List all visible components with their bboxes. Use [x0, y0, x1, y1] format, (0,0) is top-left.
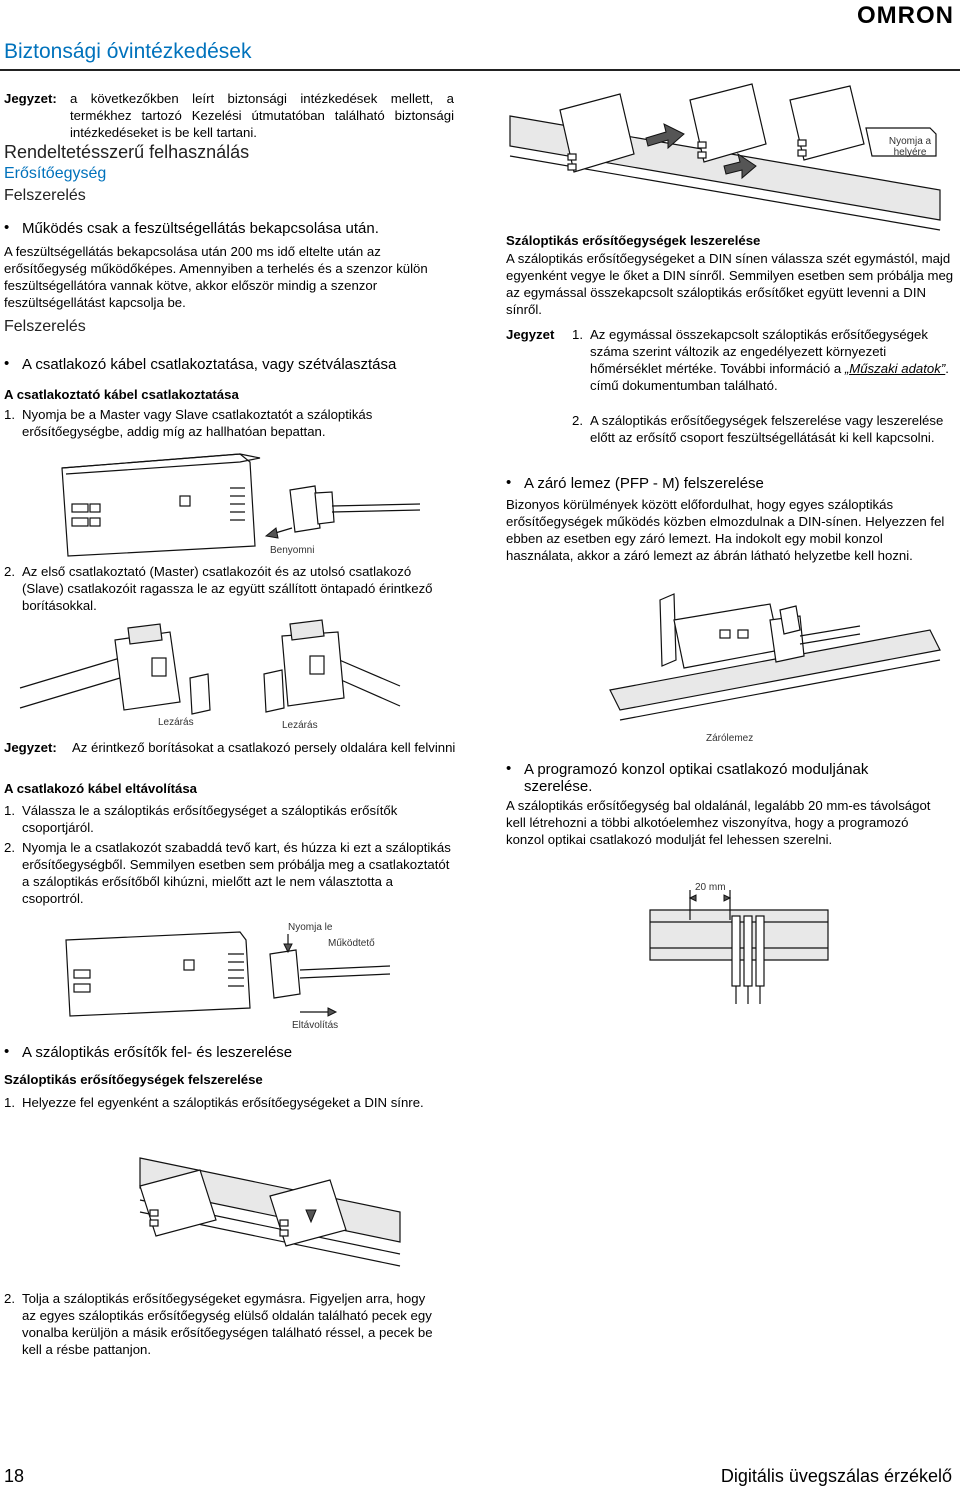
mount1-text: Helyezze fel egyenként a száloptikás erősítőegységeket a DIN sínre. [22, 1095, 424, 1110]
datasheet-link[interactable]: „Műszaki adatok” [844, 361, 946, 376]
right-note2-text: A száloptikás erősítőegységek felszerelése vagy leszerelése előtt az erősítő csoport feszültségellátását ki kell kapcsolni. [590, 413, 944, 445]
bullet-power-text: Működés csak a feszültségellátás bekapcsolása után. [22, 220, 379, 237]
figure-seal [20, 618, 420, 728]
header-divider [0, 69, 960, 71]
doc-title: Digitális üvegszálas érzékelő [720, 1466, 952, 1486]
heading-installation: Felszerelés [4, 187, 86, 204]
right-note1-text: Az egymással összekapcsolt száloptikás erősítőegységek száma szerint változik az engedélyezett környezeti hőmérséklet mértéke. További információ a „Műszaki adatok”. című dokumentumban található. [590, 327, 949, 393]
page-number: 18 [4, 1466, 25, 1486]
para-power: A feszültségellátás bekapcsolása után 200 ms idő eltelte után az erősítőegység működőképes. Amennyiben a terhelés és a szenzor külön feszültségellátóra vannak kötve, akkor először mindig a szenzor feszültségellátást kapcsolja be. [4, 244, 428, 310]
dismount-text: A száloptikás erősítőegységeket a DIN sínen válassza szét egymástól, majd egyenként vegye le őket a DIN sínről. Semmilyen esetben sem próbálja meg az egymással összekapcsolt száloptikás erősítőket együtt levenni a DIN sínről. [506, 251, 954, 317]
sub-connect: A csatlakoztató kábel csatlakoztatása [4, 387, 239, 402]
figure-end-plate [600, 590, 945, 740]
fig-console-label: 20 mm [695, 882, 726, 893]
figure-connector-insert [40, 448, 420, 558]
step1-text: Nyomja be a Master vagy Slave csatlakoztatót a száloptikás erősítőegységbe, addig míg az hallhatóan bepattan. [22, 407, 373, 439]
fig-endplate-label: Zárólemez [706, 733, 754, 744]
fig3-label-remove: Eltávolítás [292, 1020, 339, 1031]
right-note-label: Jegyzet [506, 327, 555, 342]
bullet-mount-text: A száloptikás erősítők fel- és leszerelése [22, 1044, 293, 1061]
figure-console-gap [650, 890, 830, 1010]
bullet-dot: • [4, 1043, 10, 1060]
bullet-dot: • [506, 760, 512, 777]
step2-text: Az első csatlakoztató (Master) csatlakozóit és az utolsó csatlakozó (Slave) csatlakozóit ragassza le az együtt szállított öntapadó érintkező borításokkal. [22, 564, 433, 613]
right-note1-num: 1. [572, 327, 583, 342]
note-label: Jegyzet: [4, 91, 57, 106]
right-note2-num: 2. [572, 413, 583, 428]
rem1-text: Válassza le a száloptikás erősítőegységet a száloptikás erősítők csoportjáról. [22, 803, 398, 835]
fig1-label-push: Benyomni [270, 545, 315, 556]
brand-logo: OMRON [857, 2, 954, 29]
sub-dismount: Száloptikás erősítőegységek leszerelése [506, 233, 761, 248]
note-text: a következőkben leírt biztonsági intézkedések mellett, a termékhez tartozó Kezelési útmutatóban található biztonsági intézkedéseket is be kell tartani. [70, 91, 454, 140]
heading-amplifier: Erősítőegység [4, 165, 107, 182]
mount1-num: 1. [4, 1095, 15, 1110]
bullet-console-text: A programozó konzol optikai csatlakozó moduljának szerelése. [524, 761, 869, 795]
bullet-dot: • [4, 355, 10, 372]
console-text: A száloptikás erősítőegység bal oldalánál, legalább 20 mm-es távolságot kell létrehozni a többi alkotóelemhez viszonyítva, hogy a programozó konzol optikai csatlakozó modulját fel lehessen szerelni. [506, 798, 931, 847]
endplate-text: Bizonyos körülmények között előfordulhat, hogy egyes száloptikás erősítőegységek működés közben elmozdulnak a DIN-sínen. Helyezzen fel ebben az esetben egy záró lemezt. Ha indokolt egy mobil konzol használata, akkor a záró lemezt az ábrán látható helyzetbe kell hozni. [506, 497, 945, 563]
bullet-dot: • [506, 474, 512, 491]
rem1-num: 1. [4, 803, 15, 818]
note2-text: Az érintkező borításokat a csatlakozó persely oldalára kell felvinni [72, 740, 456, 755]
figure-din-mount [120, 1150, 420, 1275]
page-title: Biztonsági óvintézkedések [4, 40, 252, 63]
step1-num: 1. [4, 407, 15, 422]
bullet-dot: • [4, 219, 10, 236]
step2-num: 2. [4, 564, 15, 579]
bullet-connector-text: A csatlakozó kábel csatlakoztatása, vagy szétválasztása [22, 356, 397, 373]
bullet-endplate-text: A záró lemez (PFP - M) felszerelése [524, 475, 764, 492]
heading-installation-2: Felszerelés [4, 318, 86, 335]
sub-remove: A csatlakozó kábel eltávolítása [4, 781, 198, 796]
rem2-text: Nyomja le a csatlakozót szabaddá tevő kart, és húzza ki ezt a száloptikás erősítőegységből. Semmilyen esetben sem próbálja meg a csatlakoztatót a száloptikás erősítőből kihúzni, mielőtt azt le nem választotta a csoportról. [22, 840, 451, 906]
mount2-text: Tolja a száloptikás erősítőegységeket egymásra. Figyeljen arra, hogy az egyes száloptikás erősítőegység elülső oldalán található pecek egy vonalba kerüljön a másik erősítőegységen található réssel, a pecek be kell a résbe pattanjon. [22, 1291, 433, 1357]
note2-label: Jegyzet: [4, 740, 57, 755]
fig3-label-push: Nyomja le [288, 922, 333, 933]
fig2-label-seal-1: Lezárás [158, 717, 194, 728]
sub-mount: Száloptikás erősítőegységek felszerelése [4, 1072, 263, 1087]
heading-intended-use: Rendeltetésszerű felhasználás [4, 142, 250, 162]
fig2-label-seal-2: Lezárás [282, 720, 318, 731]
mount2-num: 2. [4, 1291, 15, 1306]
fig-top-label: Nyomja a helyére [888, 136, 932, 158]
fig3-label-lever: Működtető [328, 938, 375, 949]
rem2-num: 2. [4, 840, 15, 855]
